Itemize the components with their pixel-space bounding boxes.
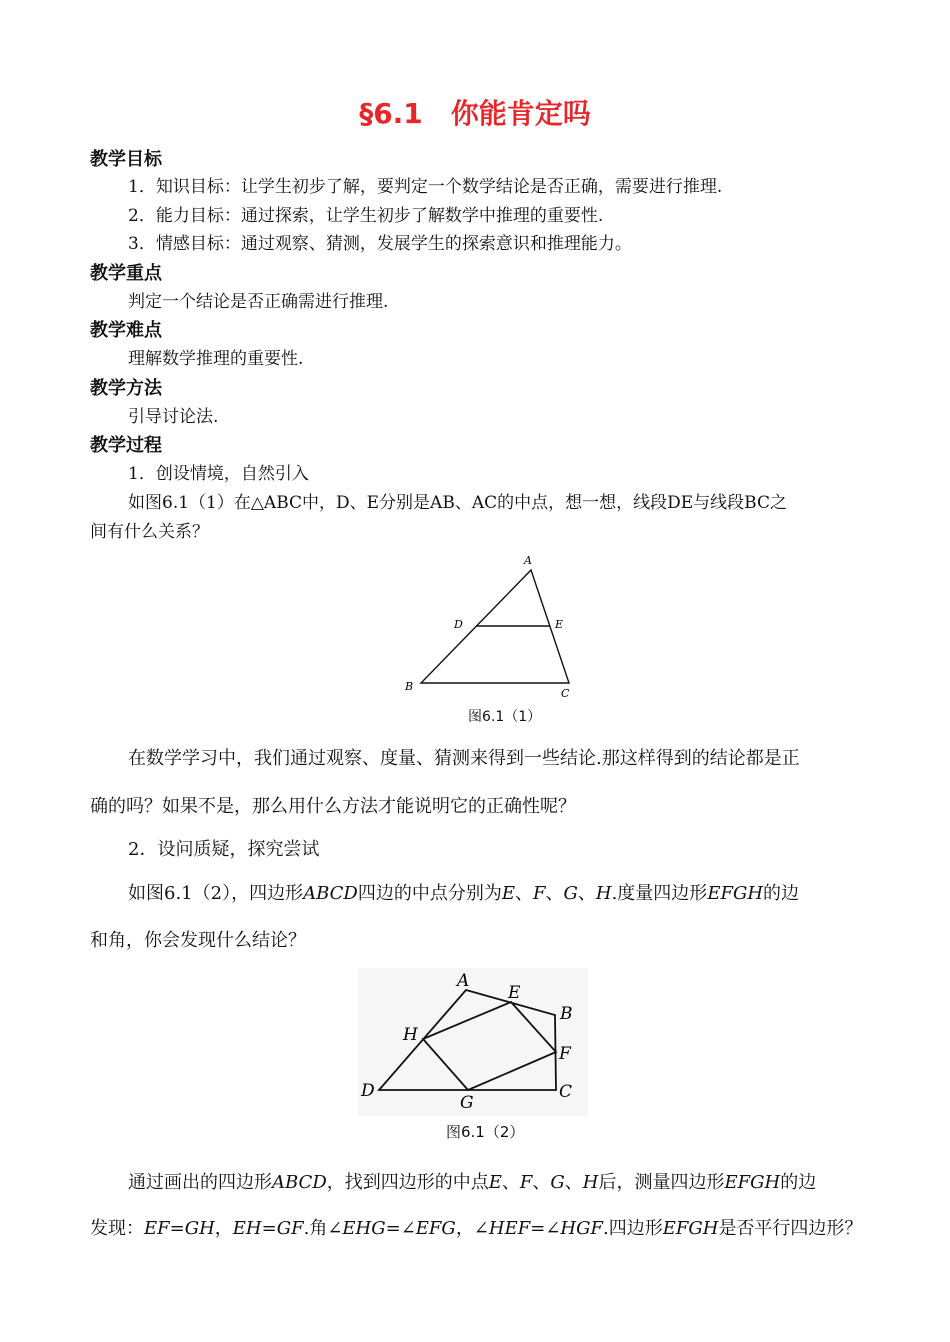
text-span: 的边	[763, 883, 800, 904]
math-g: G	[550, 1172, 565, 1193]
math-efg: EFG	[415, 1218, 456, 1239]
step2-title: 2．设问质疑，探究尝试	[128, 839, 320, 860]
math-e: E	[501, 883, 515, 904]
math-eh-eq-gf: EH=GF	[232, 1218, 304, 1239]
goal-item-3: 3．情感目标：通过观察、猜测，发展学生的探索意识和推理能力。	[128, 234, 632, 254]
math-abcd: ABCD	[272, 1172, 327, 1193]
text-span: .四边形	[602, 1218, 663, 1239]
label-e: E	[508, 983, 521, 1003]
text-span: 是否平行四边形？	[718, 1218, 863, 1239]
label-c: C	[561, 687, 570, 700]
key-points-text: 判定一个结论是否正确需进行推理.	[128, 292, 389, 312]
para2-line2	[90, 1214, 862, 1240]
label-c: C	[559, 1082, 573, 1102]
math-efgh: EFGH	[707, 883, 764, 904]
text-span: .度量四边形	[611, 883, 708, 904]
text-span: 发现：	[90, 1218, 144, 1239]
para2-line1	[128, 1168, 816, 1194]
text-span: ，找到四边形的中点	[326, 1172, 489, 1193]
figure1-caption: 图6.1（1）	[468, 709, 542, 725]
math-h: H	[595, 883, 612, 904]
label-d: D	[361, 1081, 375, 1101]
step1-line2: 间有什么关系？	[90, 522, 209, 542]
step1-line1: 如图6.1（1）在△ABC中，D、E分别是AB、AC的中点，想一想，线段DE与线段BC之	[128, 493, 787, 513]
method-text: 引导讨论法.	[128, 407, 219, 427]
text-span: 如图6.1（2），四边形	[128, 883, 304, 904]
figure-quadrilateral-abcd	[358, 968, 588, 1116]
math-abcd: ABCD	[303, 883, 358, 904]
text-span: 、	[532, 1172, 551, 1193]
label-f: F	[559, 1044, 571, 1064]
math-g: G	[563, 883, 578, 904]
step2-line1	[128, 879, 799, 905]
text-span: 、	[577, 883, 596, 904]
para1-line2: 确的吗？如果不是，那么用什么方法才能说明它的正确性呢？	[90, 796, 576, 817]
figure-triangle-abc	[395, 550, 585, 710]
text-span: 通过画出的四边形	[128, 1172, 272, 1193]
process-heading: 教学过程	[90, 435, 162, 456]
text-span: 、	[501, 1172, 520, 1193]
math-e: E	[488, 1172, 502, 1193]
step1-title: 1．创设情境，自然引入	[128, 464, 309, 484]
label-b: B	[405, 680, 414, 693]
goals-heading: 教学目标	[90, 149, 162, 170]
text-span: ，∠	[455, 1218, 489, 1239]
text-span: .角∠	[303, 1218, 343, 1239]
difficulties-heading: 教学难点	[90, 320, 162, 341]
figure2-caption: 图6.1（2）	[446, 1123, 525, 1141]
step2-line2: 和角，你会发现什么结论？	[90, 930, 306, 951]
math-hgf: HGF	[560, 1218, 603, 1239]
math-f: F	[519, 1172, 533, 1193]
math-h: H	[582, 1172, 599, 1193]
page-title: §6.1 你能肯定吗	[359, 97, 591, 130]
label-a: A	[524, 554, 532, 567]
label-g: G	[460, 1093, 474, 1113]
text-span: 后，测量四边形	[598, 1172, 725, 1193]
text-span: 、	[545, 883, 564, 904]
label-a: A	[457, 971, 470, 991]
label-h: H	[403, 1025, 418, 1045]
para1-line1: 在数学学习中，我们通过观察、度量、猜测来得到一些结论.那这样得到的结论都是正	[128, 748, 800, 769]
text-span: ，	[214, 1218, 233, 1239]
label-e: E	[555, 618, 564, 631]
label-b: B	[560, 1004, 573, 1024]
goal-item-1: 1．知识目标：让学生初步了解，要判定一个数学结论是否正确，需要进行推理.	[128, 177, 723, 197]
math-f: F	[532, 883, 546, 904]
text-span: =∠	[385, 1218, 416, 1239]
text-span: =∠	[530, 1218, 561, 1239]
text-span: 、	[514, 883, 533, 904]
label-d: D	[454, 618, 463, 631]
key-points-heading: 教学重点	[90, 263, 162, 284]
math-efgh: EFGH	[724, 1172, 781, 1193]
difficulties-text: 理解数学推理的重要性.	[128, 349, 304, 369]
goal-item-2: 2．能力目标：通过探索，让学生初步了解数学中推理的重要性.	[128, 206, 604, 226]
method-heading: 教学方法	[90, 378, 162, 399]
math-hef: HEF	[488, 1218, 531, 1239]
math-ef-eq-gh: EF=GH	[144, 1218, 215, 1239]
math-efgh: EFGH	[662, 1218, 719, 1239]
text-span: 四边的中点分别为	[357, 883, 502, 904]
text-span: 的边	[780, 1172, 817, 1193]
math-ehg: EHG	[342, 1218, 386, 1239]
text-span: 、	[564, 1172, 583, 1193]
